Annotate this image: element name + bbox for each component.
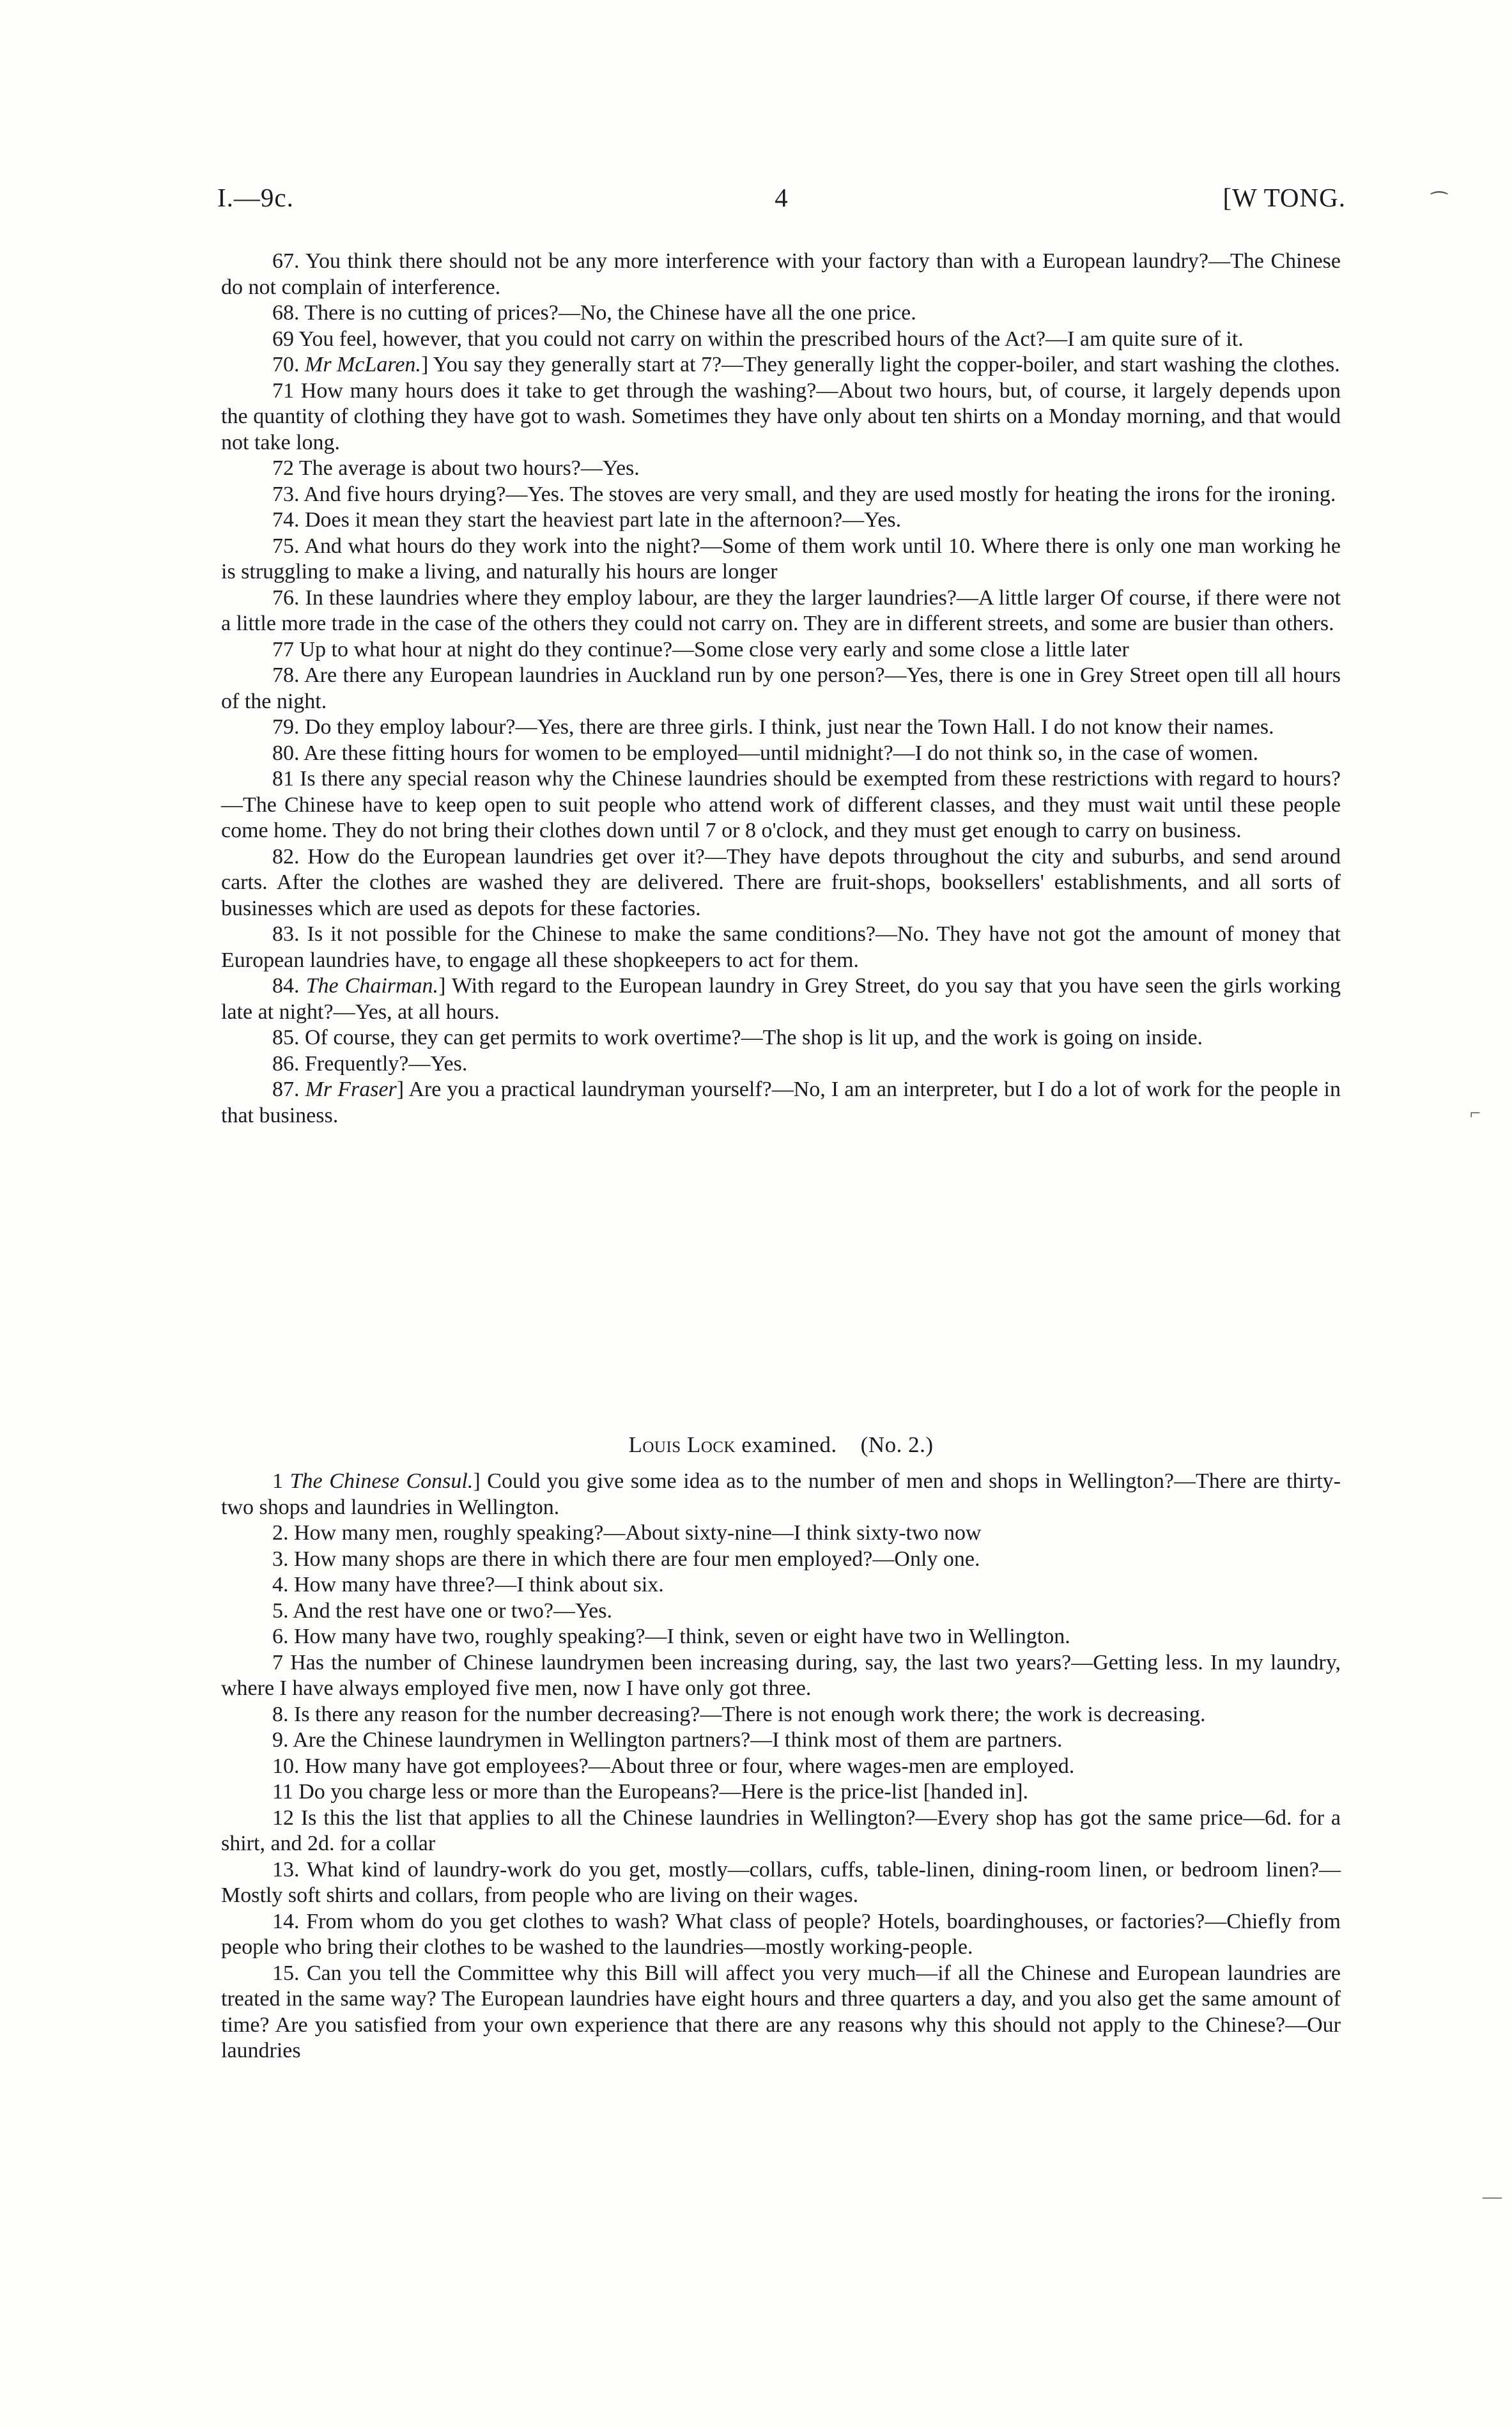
witness-heading-name: Louis Lock (628, 1432, 736, 1457)
paragraph-text: 2. How many men, roughly speaking?—About sixty-nine—I think sixty-two now (272, 1521, 982, 1545)
qa-paragraph (221, 663, 1341, 715)
paragraph-text: 84. (272, 974, 306, 998)
qa-paragraph (221, 973, 1341, 1025)
qa-paragraph (221, 1650, 1341, 1702)
qa-paragraph (221, 1702, 1341, 1728)
paragraph-text: 3. How many shops are there in which there are four men employed?—Only one. (272, 1547, 980, 1571)
paragraph-text: 15. Can you tell the Committee why this Bill will affect you very much—if all the Chinese and European laundries are treated in the same way? The European laundries have eight hours and three quarters a day, and you also get the same amount of time? Are you satisfied from your own experience that there are any reasons why this should not apply to the Chinese?—Our laundries (221, 1961, 1341, 2062)
running-header (217, 182, 1346, 220)
qa-paragraph (221, 1909, 1341, 1961)
paragraph-text: 13. What kind of laundry-work do you get, mostly—collars, cuffs, table-linen, dining-room linen, or bedroom linen?—Mostly soft shirts and collars, from people who are living on their wages. (221, 1857, 1341, 1907)
paragraph-text: 7 Has the number of Chinese laundrymen been increasing during, say, the last two years?—Getting less. In my laundry, where I have always employed five men, now I have only got three. (221, 1650, 1341, 1700)
paragraph-continuation: ] Could you give some idea as to the number of men and shops in Wellington?—There are thirty-two shops and laundries in Wellington. (221, 1469, 1341, 1519)
speaker-name: The Chinese Consul. (289, 1469, 474, 1493)
qa-paragraph (221, 1051, 1341, 1078)
qa-paragraph (221, 534, 1341, 585)
qa-paragraph (221, 1961, 1341, 2064)
paragraph-text: 77 Up to what hour at night do they continue?—Some close very early and some close a little later (272, 637, 1129, 661)
qa-paragraph (221, 715, 1341, 741)
section-heading (221, 1432, 1341, 1458)
qa-paragraph (221, 844, 1341, 922)
speaker-name: Mr Fraser (305, 1078, 397, 1101)
qa-paragraph (221, 1728, 1341, 1754)
paragraph-text: 78. Are there any European laundries in Auckland run by one person?—Yes, there is one in Grey Street open till all hours of the night. (221, 663, 1341, 713)
paragraph-text: 83. Is it not possible for the Chinese to make the same conditions?—No. They have not got the amount of money that European laundries have, to engage all these shopkeepers to act for them. (221, 922, 1341, 972)
paragraph-text: 87. (272, 1078, 305, 1101)
qa-paragraph (221, 327, 1341, 353)
qa-paragraph (221, 456, 1341, 482)
paragraph-text: 73. And five hours drying?—Yes. The stoves are very small, and they are used mostly for heating the irons for the ironing. (272, 482, 1336, 506)
paragraph-text: 82. How do the European laundries get over it?—They have depots throughout the city and suburbs, and send around carts. After the clothes are washed they are delivered. There are fruit-shops, booksellers' establishments, and all sorts of businesses which are used as depots for these factories. (221, 844, 1341, 920)
qa-paragraph (221, 378, 1341, 456)
qa-paragraph (221, 1857, 1341, 1909)
paragraph-text: 6. How many have two, roughly speaking?—I think, seven or eight have two in Wellington. (272, 1625, 1070, 1648)
margin-mark: ⁀ (1431, 192, 1447, 213)
paragraph-text: 1 (272, 1469, 290, 1493)
qa-paragraph (221, 352, 1341, 378)
qa-paragraph (221, 249, 1341, 300)
qa-paragraph (221, 1806, 1341, 1857)
qa-paragraph (221, 482, 1341, 508)
paragraph-text: 71 How many hours does it take to get through the washing?—About two hours, but, of course, it largely depends upon the quantity of clothing they have got to wash. Sometimes they have only about ten shirts on a Monday morning, and that would not take long. (221, 378, 1341, 454)
paragraph-text: 74. Does it mean they start the heaviest part late in the afternoon?—Yes. (272, 508, 902, 532)
paragraph-text: 8. Is there any reason for the number decreasing?—There is not enough work there; the work is decreasing. (272, 1702, 1206, 1726)
qa-paragraph (221, 585, 1341, 637)
margin-mark: ⌐ (1470, 1102, 1481, 1124)
paragraph-text: 86. Frequently?—Yes. (272, 1051, 468, 1076)
qa-paragraph (221, 507, 1341, 534)
margin-mark: — (1483, 2186, 1502, 2207)
evidence-section-2 (221, 1469, 1341, 2064)
speaker-name: The Chairman. (305, 974, 439, 998)
paragraph-text: 75. And what hours do they work into the night?—Some of them work until 10. Where there is only one man working he is struggling to make a living, and naturally his hours are longer (221, 534, 1341, 584)
witness-name: [W TONG. (1223, 183, 1346, 212)
paragraph-text: 72 The average is about two hours?—Yes. (272, 456, 640, 480)
qa-paragraph (221, 1469, 1341, 1520)
qa-paragraph (221, 766, 1341, 844)
paragraph-text: 9. Are the Chinese laundrymen in Wellington partners?—I think most of them are partners. (272, 1728, 1063, 1752)
paragraph-text: 70. (272, 353, 305, 376)
page-number: 4 (775, 183, 789, 212)
qa-paragraph (221, 300, 1341, 327)
qa-paragraph (221, 1025, 1341, 1051)
paragraph-text: 85. Of course, they can get permits to work overtime?—The shop is lit up, and the work is going on inside. (272, 1026, 1203, 1049)
paragraph-text: 14. From whom do you get clothes to wash? What class of people? Hotels, boardinghouses, or factories?—Chiefly from people who bring their clothes to be washed to the laundries—mostly working-people. (221, 1909, 1341, 1959)
paragraph-text: 76. In these laundries where they employ labour, are they the larger laundries?—A little larger Of course, if there were not a little more trade in the case of the others they could not carry on. They are in different streets, and some are busier than others. (221, 585, 1341, 635)
evidence-section-1 (221, 249, 1341, 1129)
qa-paragraph (221, 1572, 1341, 1598)
qa-paragraph (221, 637, 1341, 663)
qa-paragraph (221, 1547, 1341, 1573)
paragraph-continuation: ] You say they generally start at 7?—They generally light the copper-boiler, and start washing the clothes. (420, 353, 1340, 376)
qa-paragraph (221, 1779, 1341, 1806)
qa-paragraph (221, 1598, 1341, 1625)
qa-paragraph (221, 922, 1341, 973)
paragraph-text: 67. You think there should not be any more interference with your factory than with a European laundry?—The Chinese do not complain of interference. (221, 249, 1341, 299)
paragraph-continuation: ] With regard to the European laundry in Grey Street, do you say that you have seen the girls working late at night?—Yes, at all hours. (221, 974, 1341, 1024)
paragraph-text: 11 Do you charge less or more than the Europeans?—Here is the price-list [handed in]. (272, 1780, 1029, 1804)
witness-heading-suffix: examined. (No. 2.) (736, 1432, 934, 1457)
qa-paragraph (221, 1624, 1341, 1650)
paragraph-text: 81 Is there any special reason why the Chinese laundries should be exempted from these restrictions with regard to hours?—The Chinese have to keep open to suit people who attend work of different classes, and they must wait until these people come home. They do not bring their clothes down until 7 or 8 o'clock, and they must get enough to carry on business. (221, 767, 1341, 842)
qa-paragraph (221, 1077, 1341, 1129)
paragraph-continuation: ] Are you a practical laundryman yourself?—No, I am an interpreter, but I do a lot of work for the people in that business. (221, 1078, 1341, 1127)
paragraph-text: 68. There is no cutting of prices?—No, the Chinese have all the one price. (272, 301, 916, 325)
paragraph-text: 12 Is this the list that applies to all the Chinese laundries in Wellington?—Every shop has got the same price—6d. for a shirt, and 2d. for a collar (221, 1806, 1341, 1855)
speaker-name: Mr McLaren. (305, 353, 421, 376)
qa-paragraph (221, 1754, 1341, 1780)
paragraph-text: 5. And the rest have one or two?—Yes. (272, 1598, 612, 1623)
paragraph-text: 4. How many have three?—I think about six. (272, 1573, 664, 1597)
qa-paragraph (221, 1520, 1341, 1547)
paragraph-text: 79. Do they employ labour?—Yes, there are three girls. I think, just near the Town Hall. I do not know their names. (272, 715, 1274, 739)
paragraph-text: 69 You feel, however, that you could not carry on within the prescribed hours of the Act?—I am quite sure of it. (272, 327, 1244, 351)
paragraph-text: 80. Are these fitting hours for women to be employed—until midnight?—I do not think so, in the case of women. (272, 741, 1258, 765)
paragraph-text: 10. How many have got employees?—About three or four, where wages-men are employed. (272, 1754, 1075, 1778)
qa-paragraph (221, 741, 1341, 767)
paper-reference: I.—9c. (217, 183, 294, 212)
